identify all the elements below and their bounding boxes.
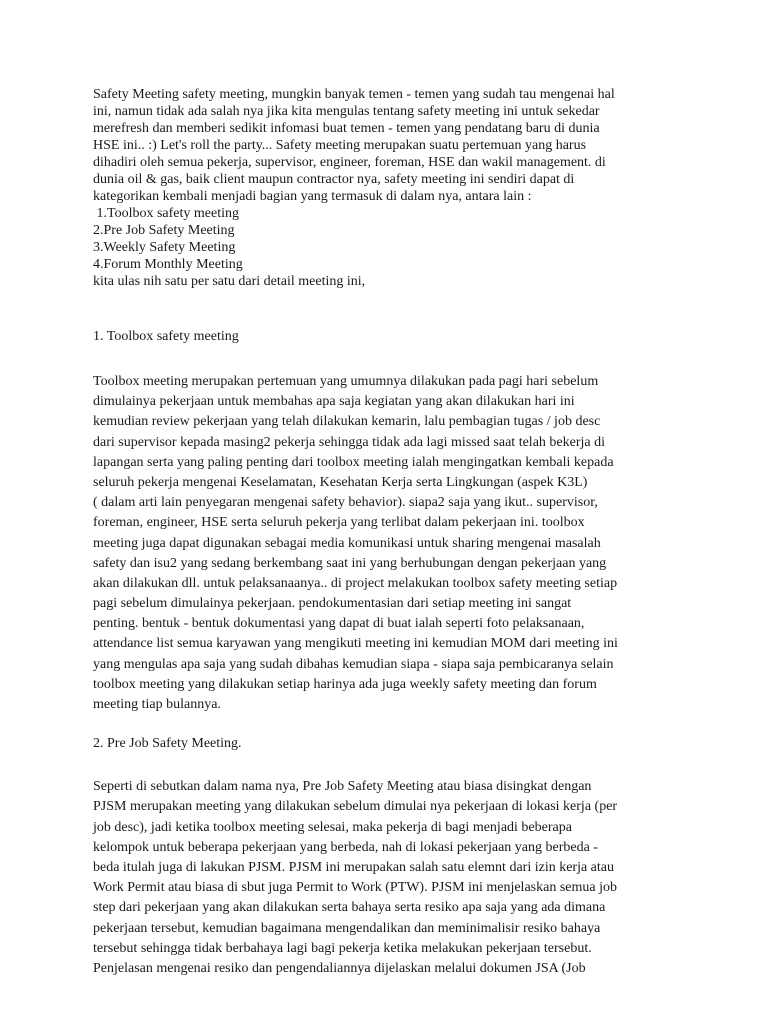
intro-closing: kita ulas nih satu per satu dari detail meeting ini, [93,274,366,289]
body-line: step dari pekerjaan yang akan dilakukan serta bahaya serta resiko apa saja yang ada dimana [93,900,606,916]
body-line: safety dan isu2 yang sedang berkembang saat ini yang berhubungan dengan pekerjaan yang [93,555,607,571]
document-page [93,86,683,979]
body-line: Toolbox meeting merupakan pertemuan yang umumnya dilakukan pada pagi hari sebelum [93,374,599,389]
body-line: yang mengulas apa saja yang sudah dibahas kemudian siapa - siapa saja pembicaranya selain [93,656,614,672]
body-line: foreman, engineer, HSE serta seluruh pekerja yang terlibat dalam pekerjaan ini. toolbox [93,515,585,531]
body-line: pagi sebelum dimulainya pekerjaan. pendokumentasian dari setiap meeting ini sangat [93,596,572,612]
list-item: 3.Weekly Safety Meeting [93,240,236,255]
body-line: PJSM merupakan meeting yang dilakukan sebelum dimulai nya pekerjaan di lokasi kerja (per [93,799,618,815]
meeting-type-list [93,205,683,273]
body-line: lapangan serta yang paling penting dari toolbox meeting ialah mengingatkan kembali kepada [93,454,614,470]
intro-line: kategorikan kembali menjadi bagian yang termasuk di dalam nya, antara lain : [93,189,532,204]
section-heading-pre-job: 2. Pre Job Safety Meeting. [93,736,242,752]
body-line: Work Permit atau biasa di sbut juga Permit to Work (PTW). PJSM ini menjelaskan semua job [93,880,617,896]
section-body-toolbox [93,372,683,715]
list-item: 1.Toolbox safety meeting [93,206,239,221]
body-line: kelompok untuk beberapa pekerjaan yang berbeda, nah di lokasi pekerjaan yang berbeda - [93,839,598,855]
body-line: attendance list semua karyawan yang mengikuti meeting ini kemudian MOM dari meeting ini [93,636,618,652]
intro-line: dihadiri oleh semua pekerja, supervisor, engineer, foreman, HSE dan wakil management. di [93,155,606,170]
body-line: dari supervisor kepada masing2 pekerja sehingga tidak ada lagi missed saat telah bekerja di [93,434,605,450]
body-line: toolbox meeting yang dilakukan setiap harinya ada juga weekly safety meeting dan forum [93,676,597,692]
body-line: meeting tiap bulannya. [93,697,221,712]
body-line: Seperti di sebutkan dalam nama nya, Pre Job Safety Meeting atau biasa disingkat dengan [93,779,592,795]
list-item: 4.Forum Monthly Meeting [93,257,243,272]
body-line: tersebut sehingga tidak berbahaya lagi bagi pekerja ketika melakukan pekerjaan tersebut. [93,940,592,956]
body-line: pekerjaan tersebut, kemudian bagaimana mengendalikan dan meminimalisir resiko bahaya [93,920,601,936]
section-body-pre-job [93,777,683,979]
body-line: penting. bentuk - bentuk dokumentasi yang dapat di buat ialah seperti foto pelaksanaan, [93,616,585,632]
body-line: dimulainya pekerjaan untuk membahas apa saja kegiatan yang akan dilakukan hari ini [93,394,575,410]
body-line: Penjelasan mengenai resiko dan pengendaliannya dijelaskan melalui dokumen JSA (Job [93,960,586,976]
intro-line: HSE ini.. :) Let's roll the party... Safety meeting merupakan suatu pertemuan yang harus [93,138,587,153]
body-line: meeting juga dapat digunakan sebagai media komunikasi untuk sharing mengenai masalah [93,535,601,551]
body-line: beda itulah juga di lakukan PJSM. PJSM ini merupakan salah satu elemnt dari izin kerja atau [93,859,615,875]
intro-line: dunia oil & gas, baik client maupun contractor nya, safety meeting ini sendiri dapat di [93,172,575,187]
intro-paragraph [93,86,683,205]
body-line: seluruh pekerja mengenai Keselamatan, Kesehatan Kerja serta Lingkungan (aspek K3L) [93,474,588,490]
list-item: 2.Pre Job Safety Meeting [93,223,235,238]
intro-line: merefresh dan memberi sedikit infomasi buat temen - temen yang pendatang baru di dunia [93,121,600,136]
intro-line: Safety Meeting safety meeting, mungkin banyak temen - temen yang sudah tau mengenai hal [93,87,615,102]
body-line: job desc), jadi ketika toolbox meeting selesai, maka pekerja di bagi menjadi beberapa [93,819,572,835]
body-line: ( dalam arti lain penyegaran mengenai safety behavior). siapa2 saja yang ikut.. supervisor, [93,495,598,511]
body-line: kemudian review pekerjaan yang telah dilakukan kemarin, lalu pembagian tugas / job desc [93,414,601,430]
section-heading-toolbox: 1. Toolbox safety meeting [93,329,239,344]
intro-line: ini, namun tidak ada salah nya jika kita mengulas tentang safety meeting ini untuk sekedar [93,104,600,119]
body-line: akan dilakukan dll. untuk pelaksanaanya.. di project melakukan toolbox safety meeting setiap [93,575,618,591]
